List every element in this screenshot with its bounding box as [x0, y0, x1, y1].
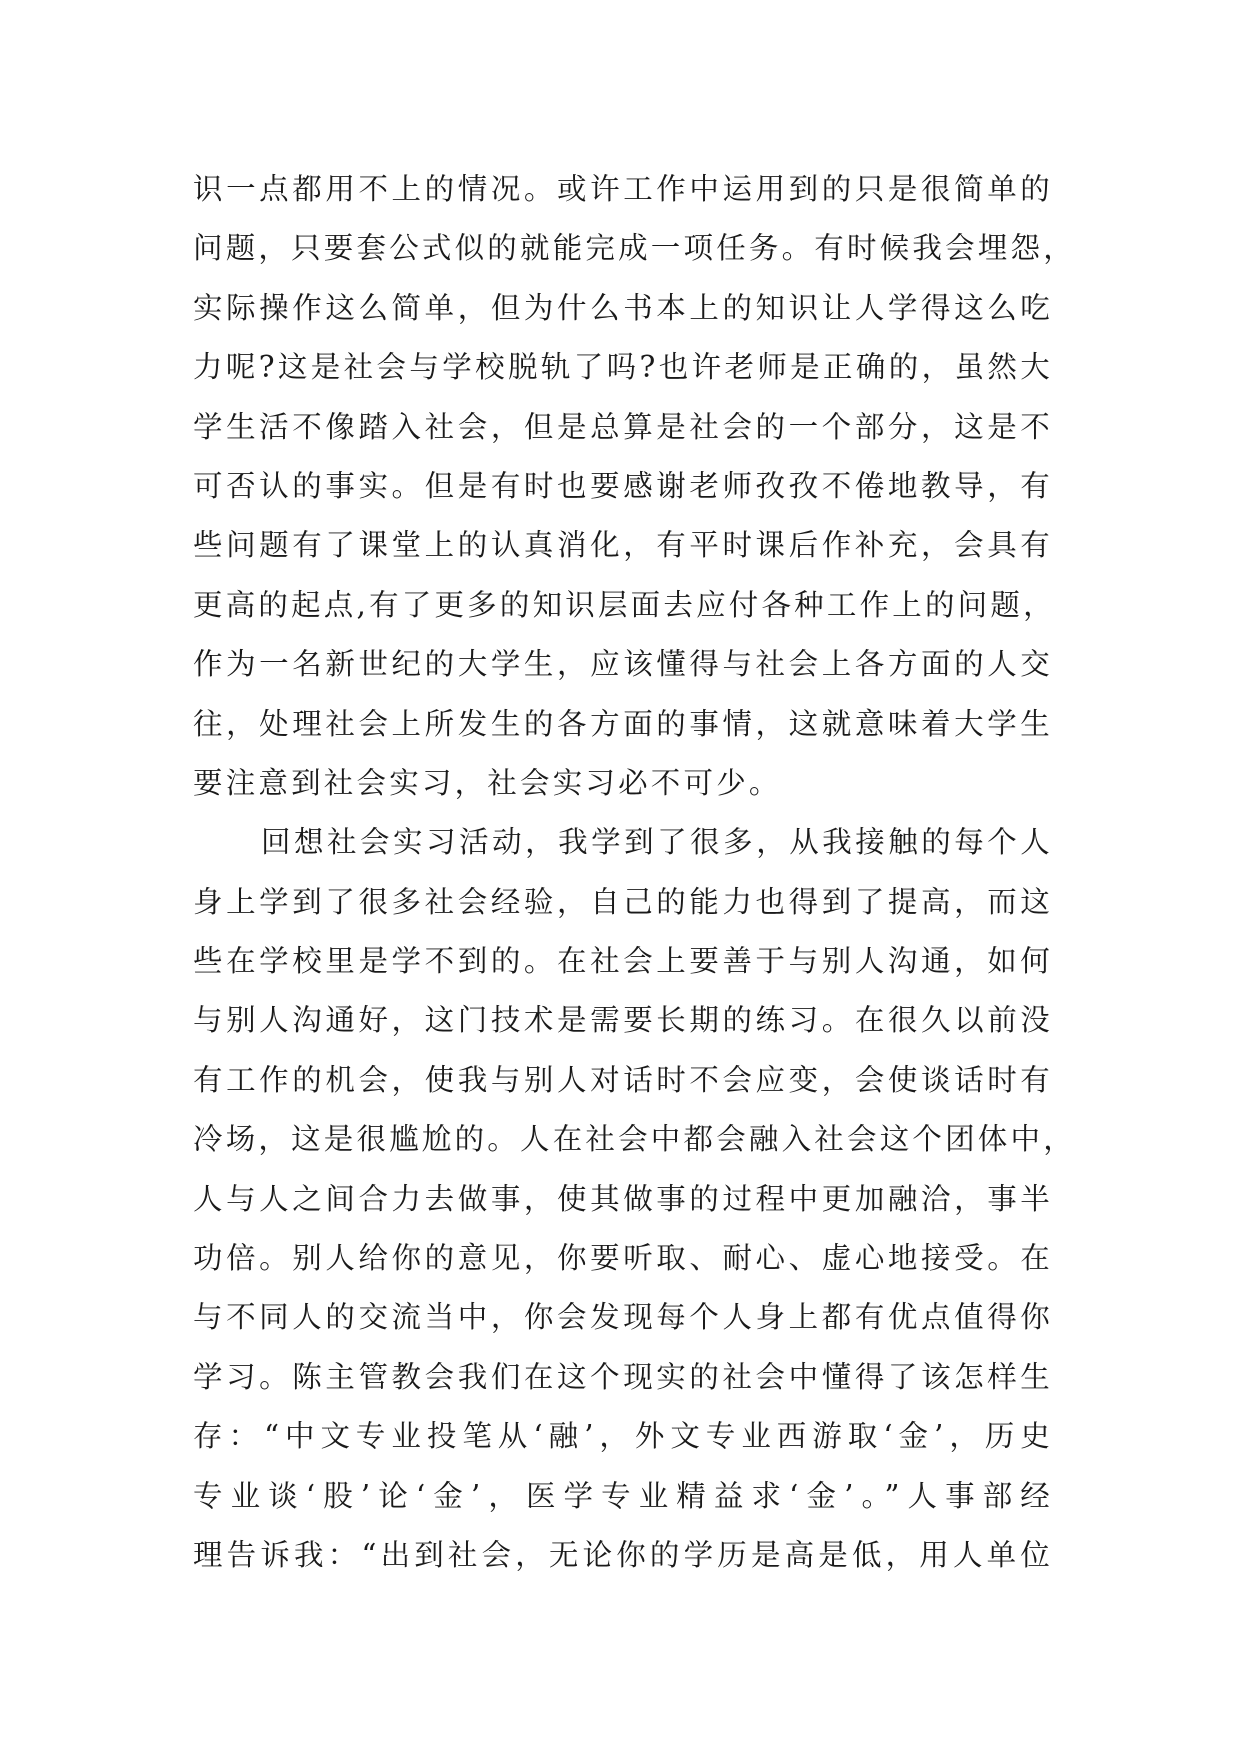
text-line: 些在学校里是学不到的。在社会上要善于与别人沟通，如何 — [193, 944, 1053, 979]
text-line: 识一点都用不上的情况。或许工作中运用到的只是很简单的 — [193, 172, 1053, 206]
text-line: 有工作的机会，使我与别人对话时不会应变，会使谈话时有 — [193, 1062, 1053, 1097]
text-line: 学习。陈主管教会我们在这个现实的社会中懂得了该怎样生 — [193, 1359, 1053, 1394]
text-line: 理告诉我：“出到社会，无论你的学历是高是低，用人单位 — [193, 1537, 1053, 1572]
text-line: 些问题有了课堂上的认真消化，有平时课后作补充，会具有 — [193, 528, 1053, 563]
text-line: 学生活不像踏入社会，但是总算是社会的一个部分，这是不 — [193, 409, 1053, 444]
text-line: 冷场，这是很尴尬的。人在社会中都会融入社会这个团体中， — [193, 1122, 1076, 1157]
text-line: 身上学到了很多社会经验，自己的能力也得到了提高，而这 — [193, 884, 1053, 919]
text-line: 存：“中文专业投笔从‘融’，外文专业西游取‘金’，历史 — [193, 1419, 1053, 1454]
text-line: 人与人之间合力去做事，使其做事的过程中更加融洽，事半 — [193, 1181, 1053, 1216]
text-line: 往，处理社会上所发生的各方面的事情，这就意味着大学生 — [193, 706, 1053, 741]
text-line: 回想社会实习活动，我学到了很多，从我接触的每个人 — [261, 825, 1053, 860]
body-text — [193, 160, 1076, 1585]
text-line: 力呢?这是社会与学校脱轨了吗?也许老师是正确的，虽然大 — [193, 350, 1053, 385]
text-line: 实际操作这么简单，但为什么书本上的知识让人学得这么吃 — [193, 290, 1053, 325]
text-line: 功倍。别人给你的意见，你要听取、耐心、虚心地接受。在 — [193, 1241, 1053, 1276]
text-line: 更高的起点,有了更多的知识层面去应付各种工作上的问题， — [193, 587, 1056, 622]
text-line: 作为一名新世纪的大学生，应该懂得与社会上各方面的人交 — [193, 647, 1053, 682]
text-line: 与别人沟通好，这门技术是需要长期的练习。在很久以前没 — [193, 1003, 1053, 1038]
text-line: 要注意到社会实习，社会实习必不可少。 — [193, 765, 782, 800]
text-line: 与不同人的交流当中，你会发现每个人身上都有优点值得你 — [193, 1300, 1053, 1335]
text-line: 可否认的事实。但是有时也要感谢老师孜孜不倦地教导，有 — [193, 468, 1053, 503]
text-line: 问题，只要套公式似的就能完成一项任务。有时候我会埋怨， — [193, 231, 1076, 266]
text-line: 专业谈‘股’论‘金’，医学专业精益求‘金’。”人事部经 — [193, 1478, 1053, 1513]
